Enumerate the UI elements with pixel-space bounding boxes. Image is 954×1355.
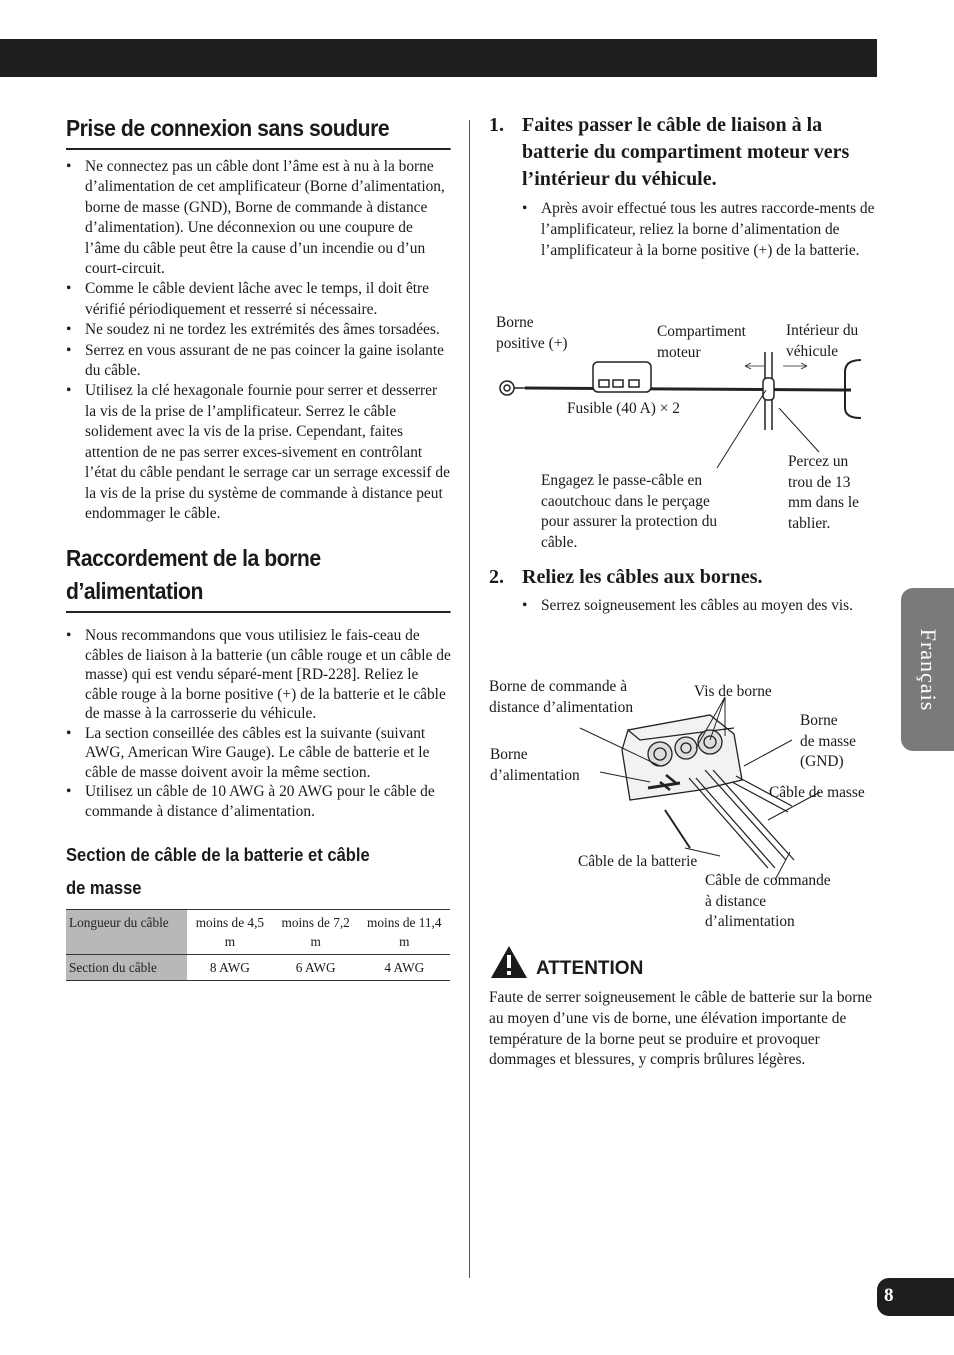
step-2: [489, 564, 879, 591]
label-line: câble.: [541, 533, 578, 551]
step-2-block: [489, 564, 879, 616]
list-item: • Comme le câble devient lâche avec le temps, il doit être vérifié périodiquement et resserré si nécessaire.: [66, 279, 451, 320]
label-line: à distance: [705, 892, 767, 910]
step-1: [489, 112, 879, 193]
label-vis-de-borne: Vis de borne: [694, 683, 772, 700]
section-title-line: d’alimentation: [66, 578, 203, 605]
step-text: Reliez les câbles aux bornes.: [522, 566, 763, 588]
step1-bullet-list: [522, 199, 879, 261]
label-borne-masse: [800, 711, 856, 773]
step-text: Faites passer le câble de liaison à la batterie du compartiment moteur vers l’intérieur du véhicule.: [522, 114, 850, 190]
table-cell: 4 AWG: [359, 955, 450, 981]
label-line: véhicule: [786, 342, 839, 360]
list-item: • Utilisez la clé hexagonale fournie pour serrer et desserrer la vis de la prise de l’amplificateur. Serrez le câble solidement avec la vis de la prise. Cependant, faites attention de ne pas serrer exces-sivement en contrôlant l’état du câble pendant le serrage car un serrage excessif de la vis de la prise du système de commande à distance peut endommager le câble.: [66, 381, 451, 524]
list-item: • Serrez en vous assurant de ne pas coincer la gaine isolante du câble.: [66, 341, 451, 382]
list-item: • Après avoir effectué tous les autres raccorde-ments de l’amplificateur, reliez la borne d’alimentation de l’amplificateur à la borne positive (+) de la batterie.: [522, 199, 879, 261]
table-cell: moins de 11,4 m: [359, 910, 450, 955]
language-tab-label: Français: [915, 628, 941, 711]
label-cable-masse: Câble de masse: [769, 784, 865, 801]
label-line: pour assurer la protection du: [541, 513, 718, 530]
label-line: d’alimentation: [705, 913, 795, 930]
section-title-raccordement: [66, 542, 451, 613]
label-borne-positive: [496, 313, 568, 354]
page-number-box: [877, 1278, 954, 1316]
table-header-cell: Section du câble: [66, 955, 187, 981]
label-line: trou de 13: [788, 473, 851, 491]
attention-text: Faute de serrer soigneusement le câble de batterie sur la borne au moyen d’une vis de borne, une élévation importante de température de la borne peut se produire et provoquer dommages et blessures, y compris brûlures légères.: [489, 989, 872, 1069]
left-column: [66, 112, 451, 981]
label-line: Percez un: [788, 453, 849, 470]
language-tab: [901, 588, 954, 751]
list-item: • Ne soudez ni ne tordez les extrémités des âmes torsadées.: [66, 320, 451, 340]
step-number: 1.: [489, 114, 504, 136]
label-borne-alimentation: [490, 745, 580, 786]
table-cell: 6 AWG: [273, 955, 359, 981]
label-line: de masse: [800, 732, 856, 750]
label-line: Borne de commande à: [489, 678, 628, 695]
label-line: positive (+): [496, 334, 568, 352]
warning-icon: [489, 944, 529, 980]
label-cable-commande: [705, 871, 831, 933]
section-title-prise: Prise de connexion sans soudure: [66, 112, 451, 150]
label-line: d’alimentation: [490, 766, 580, 784]
label-interieur-vehicule: [786, 321, 858, 362]
list-item: • Utilisez un câble de 10 AWG à 20 AWG pour le câble de commande à distance d’alimentation.: [66, 782, 451, 821]
table-cell: 8 AWG: [187, 955, 273, 981]
subsection-title-line: Section de câble de la batterie et câble: [66, 845, 370, 866]
step2-bullet-list: [522, 595, 879, 616]
label-line: tablier.: [788, 514, 831, 532]
label-borne-commande: [489, 677, 633, 718]
table-cell: moins de 4,5 m: [187, 910, 273, 955]
list-item: • Ne connectez pas un câble dont l’âme est à nu à la borne d’alimentation de cet amplificateur (Borne d’alimentation, borne de masse (GND), Borne de commande à distance d’alimentation). Une déconnexion ou une coupure de l’âme du câble peut être la cause d’un incendie ou d’un court-circuit.: [66, 157, 451, 279]
label-line: Câble de commande: [705, 872, 831, 889]
attention-title: ATTENTION: [536, 958, 644, 979]
label-line: caoutchouc dans le perçage: [541, 492, 710, 510]
subsection-title: [66, 839, 451, 905]
label-line: Borne: [496, 314, 534, 331]
label-engagez: [541, 471, 717, 553]
label-line: Intérieur du: [786, 322, 859, 339]
label-line: distance d’alimentation: [489, 698, 634, 716]
label-line: mm dans le: [788, 494, 859, 511]
label-fusible: Fusible (40 A) × 2: [567, 400, 680, 417]
table-header-cell: Longueur du câble: [66, 910, 187, 955]
step-number: 2.: [489, 566, 504, 588]
raccordement-bullet-list: [66, 626, 451, 821]
prise-bullet-list: [66, 157, 451, 524]
cable-section-table: [66, 909, 450, 981]
label-line: Borne: [490, 746, 528, 763]
list-item: • Serrez soigneusement les câbles au moyen des vis.: [522, 595, 879, 616]
attention-block: [489, 944, 881, 1071]
list-item: • La section conseillée des câbles est la suivante (suivant AWG, American Wire Gauge). Le câble de batterie et le câble de masse doivent avoir la même section.: [66, 724, 451, 783]
label-line: Borne: [800, 712, 838, 729]
list-item: • Nous recommandons que vous utilisiez le fais-ceau de câbles de liaison à la batterie (un câble rouge et un câble de masse) qui est vendu séparé-ment [RD-228]. Reliez le câble rouge à la borne positive (+) de la batterie et le câble de masse à la carrosserie du véhicule.: [66, 626, 451, 724]
label-line: (GND): [800, 753, 844, 770]
label-cable-batterie: Câble de la batterie: [578, 853, 698, 870]
column-divider: [469, 120, 470, 1278]
right-column: [489, 112, 879, 261]
attention-header: [489, 944, 881, 980]
label-compartiment-moteur: [657, 322, 746, 363]
table-row: [66, 910, 450, 955]
label-line: Compartiment: [657, 323, 746, 340]
label-percez: [788, 452, 859, 534]
label-line: Engagez le passe-câble en: [541, 472, 703, 489]
subsection-title-line: de masse: [66, 878, 142, 899]
label-line: moteur: [657, 343, 701, 361]
header-bar: [0, 39, 877, 77]
page-number: 8: [884, 1285, 894, 1306]
table-row: [66, 955, 450, 981]
section-title-line: Raccordement de la borne: [66, 545, 321, 572]
table-cell: moins de 7,2 m: [273, 910, 359, 955]
